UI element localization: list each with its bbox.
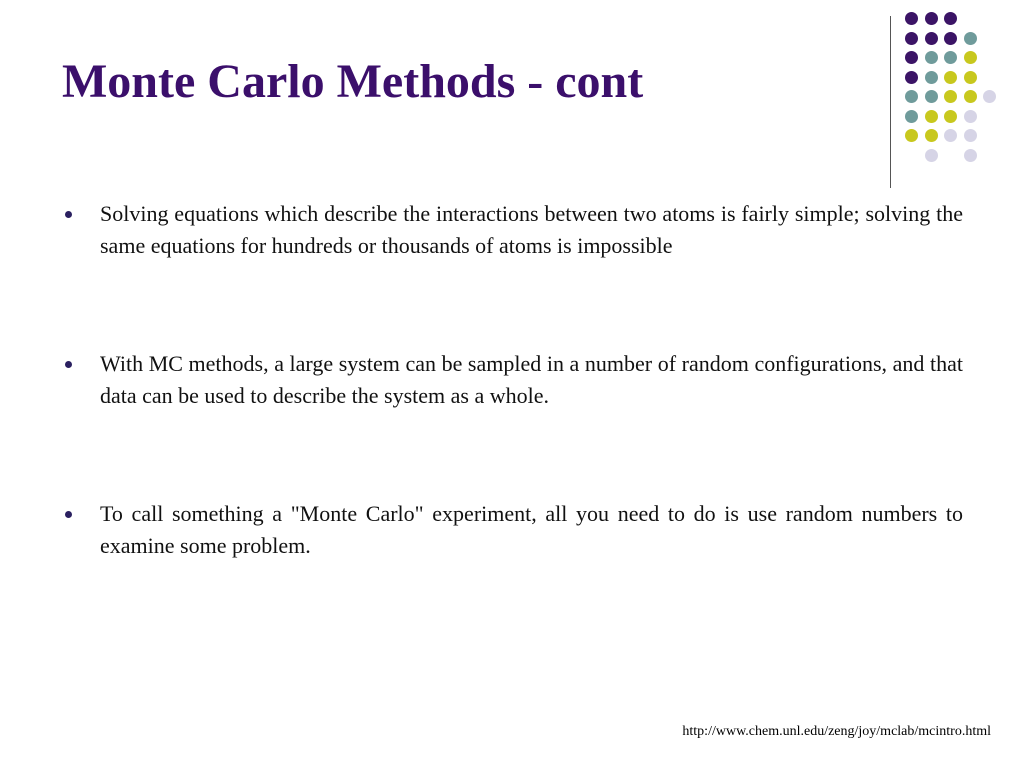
bullet-icon (65, 361, 72, 368)
decorative-dot (964, 51, 977, 64)
source-url-link[interactable]: http://www.chem.unl.edu/zeng/joy/mclab/mcintro.html (682, 724, 991, 739)
decorative-dot (905, 32, 918, 45)
decorative-dot (905, 71, 918, 84)
bullet-text: With MC methods, a large system can be sampled in a number of random configurations, and that data can be used to describe the system as a whole. (100, 351, 963, 408)
decorative-dot (964, 129, 977, 142)
decorative-dot (925, 12, 938, 25)
decorative-dot (905, 12, 918, 25)
decorative-dot (925, 149, 938, 162)
decorative-dot (905, 51, 918, 64)
decorative-dot (905, 110, 918, 123)
bullet-icon (65, 511, 72, 518)
decorative-dot (925, 110, 938, 123)
decorative-dot (944, 110, 957, 123)
decorative-dot (925, 51, 938, 64)
decorative-dot (964, 110, 977, 123)
decorative-dot (925, 90, 938, 103)
decorative-dot (905, 129, 918, 142)
decorative-dot (964, 149, 977, 162)
decorative-dot (964, 71, 977, 84)
slide-title: Monte Carlo Methods - cont (62, 55, 644, 108)
decorative-dot-grid (905, 12, 1015, 172)
decorative-dot (925, 32, 938, 45)
bullet-item (62, 198, 963, 262)
decorative-dot (944, 90, 957, 103)
decorative-dot (925, 129, 938, 142)
decorative-dot (944, 71, 957, 84)
bullet-item (62, 498, 963, 562)
decorative-dot (944, 51, 957, 64)
decorative-dot (983, 90, 996, 103)
bullet-item (62, 348, 963, 412)
bullet-icon (65, 211, 72, 218)
bullet-text: To call something a "Monte Carlo" experiment, all you need to do is use random numbers to examine some problem. (100, 501, 963, 558)
bullet-text: Solving equations which describe the interactions between two atoms is fairly simple; solving the same equations for hundreds or thousands of atoms is impossible (100, 201, 963, 258)
decorative-dot (964, 90, 977, 103)
decorative-dot (905, 90, 918, 103)
decorative-dot (944, 129, 957, 142)
decorative-dot (964, 32, 977, 45)
title-divider-line (890, 16, 891, 188)
decorative-dot (925, 71, 938, 84)
decorative-dot (944, 12, 957, 25)
decorative-dot (944, 32, 957, 45)
bullet-list (62, 198, 963, 562)
